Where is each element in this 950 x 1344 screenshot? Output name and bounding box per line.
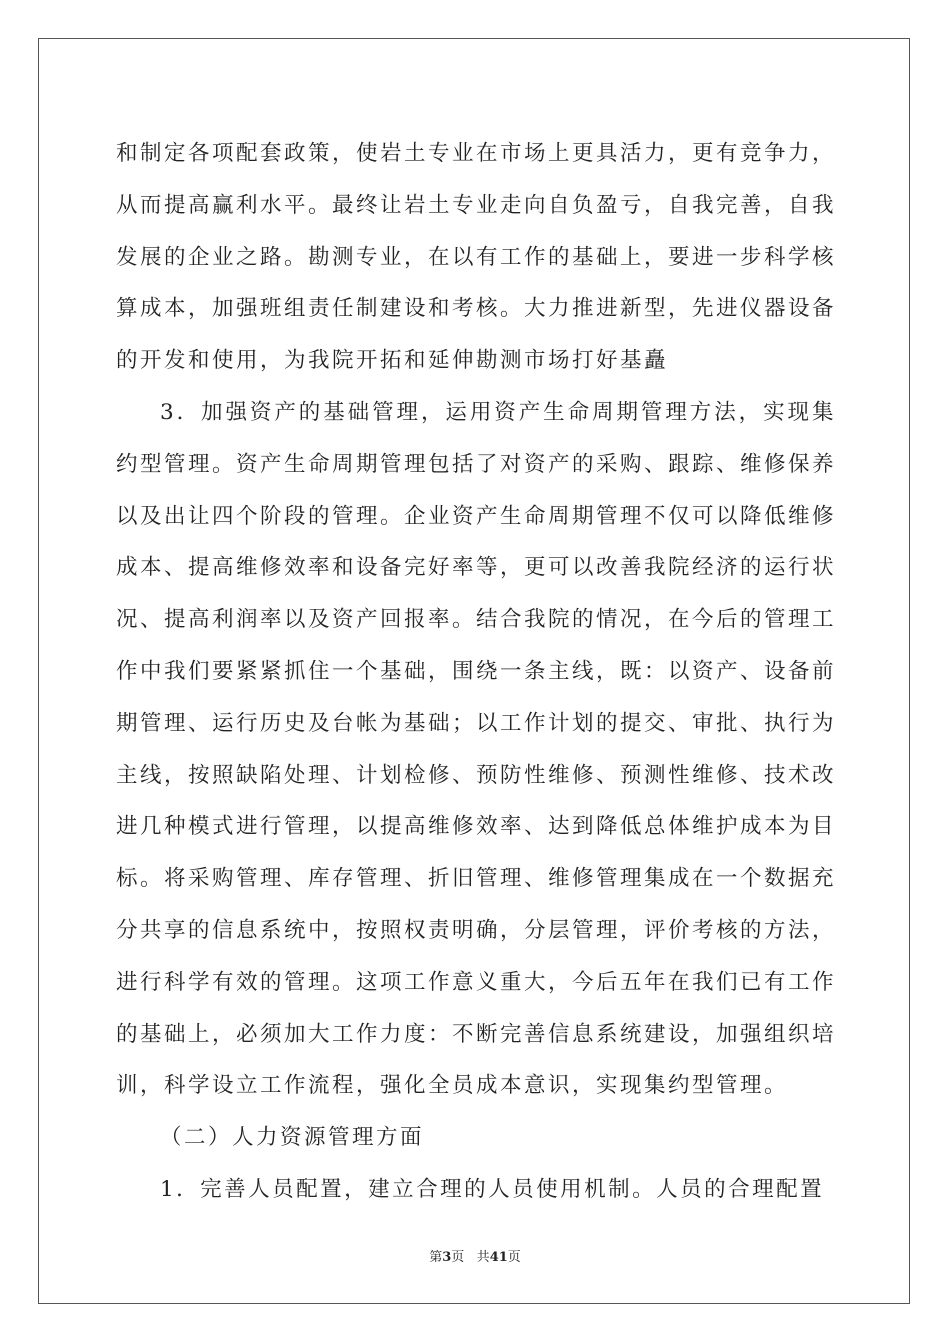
paragraph-item-1: 1．完善人员配置，建立合理的人员使用机制。人员的合理配置 [160, 1176, 825, 1202]
footer-total-pages: 41 [489, 1250, 508, 1265]
footer-total-suffix: 页 [507, 1250, 521, 1265]
footer-page-number: 3 [442, 1250, 452, 1265]
page-footer [0, 1246, 950, 1265]
paragraph-continuation: 和制定各项配套政策，使岩土专业在市场上更具活力，更有竞争力，从而提高赢利水平。最终让岩土专业走向自负盈亏，自我完善，自我发展的企业之路。勘测专业，在以有工作的基础上，要进一步科学核算成本，加强班组责任制建设和考核。大力推进新型，先进仪器设备的开发和使用，为我院开拓和延伸勘测市场打好基矗 [116, 141, 837, 374]
document-body [116, 128, 836, 1216]
paragraph-item-3: 3．加强资产的基础管理，运用资产生命周期管理方法，实现集约型管理。资产生命周期管理包括了对资产的采购、跟踪、维修保养以及出让四个阶段的管理。企业资产生命周期管理不仅可以降低维修成本、提高维修效率和设备完好率等，更可以改善我院经济的运行状况、提高利润率以及资产回报率。结合我院的情况，在今后的管理工作中我们要紧紧抓住一个基础，围绕一条主线，既：以资产、设备前期管理、运行历史及台帐为基础；以工作计划的提交、审批、执行为主线，按照缺陷处理、计划检修、预防性维修、预测性维修、技术改进几种模式进行管理，以提高维修效率、达到降低总体维护成本为目标。将采购管理、库存管理、折旧管理、维修管理集成在一个数据充分共享的信息系统中，按照权责明确，分层管理，评价考核的方法，进行科学有效的管理。这项工作意义重大，今后五年在我们已有工作的基础上，必须加大工作力度：不断完善信息系统建设，加强组织培训，科学设立工作流程，强化全员成本意识，实现集约型管理。 [116, 399, 837, 1099]
footer-page-suffix: 页 [451, 1250, 465, 1265]
footer-page-prefix: 第 [429, 1250, 443, 1265]
section-heading-hr: （二）人力资源管理方面 [160, 1125, 425, 1151]
footer-total-prefix: 共 [476, 1250, 490, 1265]
